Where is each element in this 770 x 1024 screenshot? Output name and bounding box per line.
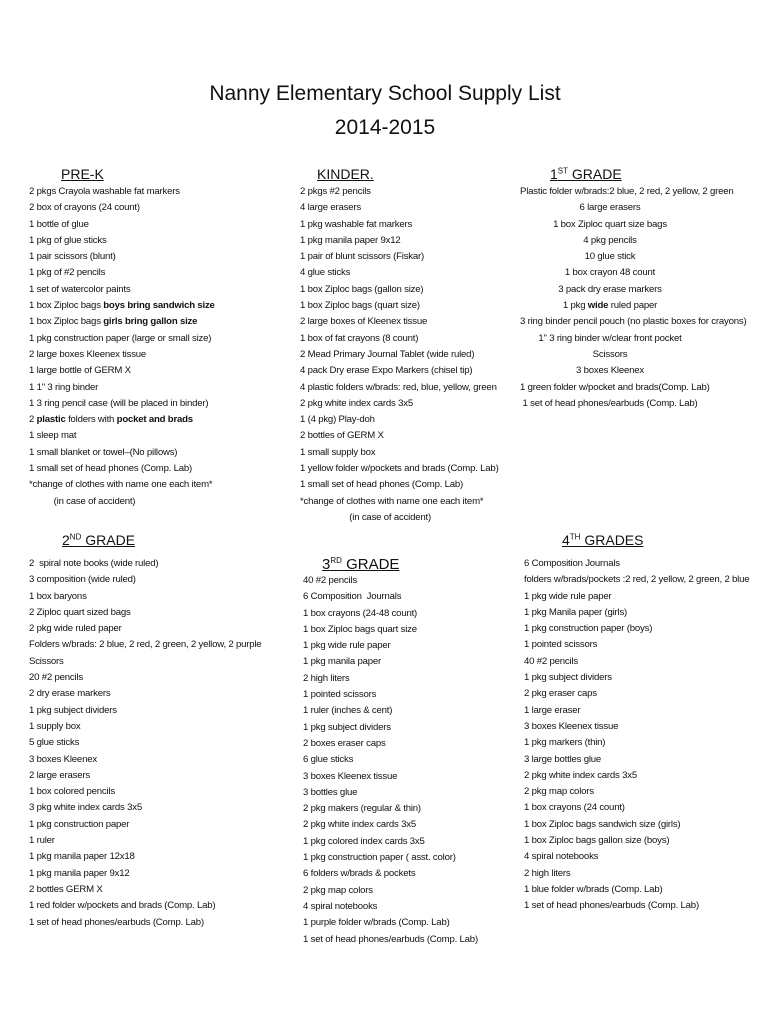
list-item	[29, 412, 215, 428]
list-item: 1 yellow folder w/pockets and brads (Comp. Lab)	[300, 463, 499, 475]
list-item: 2 boxes eraser caps	[303, 737, 386, 749]
item-text: Plastic folder w/brads:2 blue, 2 red, 2 yellow, 2 green	[520, 186, 734, 197]
list-item	[520, 249, 700, 265]
list-item: 1 box crayons (24-48 count)	[303, 607, 418, 619]
item-bold-text: plastic	[36, 414, 66, 426]
list-item: 1 box of fat crayons (8 count)	[300, 332, 419, 344]
list-item: *change of clothes with name one each item*	[300, 495, 484, 507]
list-item: 1 box Ziploc bags quart size	[303, 623, 417, 635]
item-text: 1 small blanket or towel–(No pillows)	[29, 446, 178, 458]
item-text: 1 pkg construction paper (large or small size)	[29, 332, 212, 344]
item-text: 1 1" 3 ring binder	[29, 381, 99, 393]
second-grade-list	[29, 556, 261, 931]
item-text: (in case of accident)	[29, 495, 136, 507]
item-text: 10 glue stick	[584, 251, 636, 263]
list-item: 1 box Ziploc bags (quart size)	[300, 300, 420, 312]
list-item: 6 folders w/brads & pockets	[303, 868, 416, 880]
list-item: 1 purple folder w/brads (Comp. Lab)	[303, 917, 450, 929]
list-item: 20 #2 pencils	[29, 672, 83, 684]
list-item: 6 Composition Journals	[303, 591, 402, 603]
list-item	[29, 445, 215, 461]
list-item: 1 pkg subject dividers	[29, 704, 117, 716]
item-bold-text: wide	[587, 300, 609, 312]
list-item: 1 pointed scissors	[524, 639, 598, 651]
list-item: 2 pkg wide ruled paper	[29, 623, 122, 635]
fourth-grade-num: 4	[562, 532, 570, 548]
list-item: 1 set of head phones/earbuds (Comp. Lab)	[524, 900, 699, 912]
list-item	[520, 347, 700, 363]
list-item	[29, 347, 215, 363]
list-item	[520, 233, 700, 249]
item-text: *change of clothes with name one each item*	[29, 479, 213, 491]
list-item: 1 supply box	[29, 720, 81, 732]
first-grade-num: 1	[550, 166, 558, 182]
item-text: folders with	[65, 414, 117, 426]
list-item: 3 large bottles glue	[524, 753, 602, 765]
item-text: 3 pack dry erase markers	[558, 283, 662, 295]
list-item: 1 pkg subject dividers	[303, 721, 391, 733]
fourth-grade-list	[524, 556, 749, 915]
list-item: Folders w/brads: 2 blue, 2 red, 2 green, 2 yellow, 2 purple	[29, 639, 262, 651]
item-bold-text: pocket and brads	[116, 414, 193, 426]
list-item	[29, 200, 215, 216]
list-item: 1 set of head phones/earbuds (Comp. Lab)	[303, 933, 478, 945]
list-item: 2 pkg white index cards 3x5	[524, 769, 637, 781]
list-item: 3 boxes Kleenex tissue	[303, 770, 398, 782]
first-grade-sup: ST	[557, 166, 569, 176]
list-item: 1 pkg manila paper 12x18	[29, 851, 135, 863]
item-text: ruled paper	[608, 300, 658, 312]
list-item: 1 pkg washable fat markers	[300, 218, 413, 230]
list-item: 1 set of head phones/earbuds (Comp. Lab)	[29, 916, 204, 928]
list-item: 1 pkg markers (thin)	[524, 737, 606, 749]
list-item: 4 pack Dry erase Expo Markers (chisel tip)	[300, 365, 473, 377]
third-grade-sup: RD	[330, 556, 342, 565]
list-item: 2 pkg eraser caps	[524, 688, 597, 700]
list-item: 3 bottles glue	[303, 786, 358, 798]
school-year: 2014-2015	[334, 116, 436, 139]
list-item	[520, 184, 734, 200]
list-item: 1 box Ziploc bags (gallon size)	[300, 283, 424, 295]
list-item: folders w/brads/pockets :2 red, 2 yellow, 2 green, 2 blue	[524, 574, 750, 586]
list-item: 1 blue folder w/brads (Comp. Lab)	[524, 883, 663, 895]
list-item: 2 high liters	[524, 867, 571, 879]
item-text: 1 pair scissors (blunt)	[29, 251, 116, 263]
item-text: 2 pkgs Crayola washable fat markers	[29, 186, 180, 197]
list-item	[29, 331, 215, 347]
item-text: 1" 3 ring binder w/clear front pocket	[538, 332, 682, 344]
item-text: 1 bottle of glue	[29, 218, 89, 230]
item-text: 1 set of watercolor paints	[29, 283, 131, 295]
list-item: 2 high liters	[303, 672, 350, 684]
third-grade-list	[303, 573, 478, 948]
list-item: 1 pkg subject dividers	[524, 672, 612, 684]
list-item: 2 pkg white index cards 3x5	[300, 397, 413, 409]
second-grade-sup: ND	[69, 532, 82, 542]
list-item: 2 large erasers	[29, 769, 90, 781]
item-text: 6 large erasers	[579, 202, 641, 214]
second-grade-num: 2	[62, 532, 70, 548]
list-item: 1 pointed scissors	[303, 689, 377, 701]
third-grade-text: GRADE	[341, 556, 400, 573]
list-item: 1 box Ziploc bags gallon size (boys)	[524, 835, 670, 847]
item-text: 1 green folder w/pocket and brads(Comp. Lab)	[520, 381, 710, 393]
list-item	[29, 363, 215, 379]
list-item: 1 pkg construction paper (boys)	[524, 623, 653, 635]
list-item: 1 pair of blunt scissors (Fiskar)	[300, 251, 425, 263]
prek-list	[29, 184, 215, 510]
item-text: 1 3 ring pencil case (will be placed in binder)	[29, 397, 209, 409]
list-item: 3 composition (wide ruled)	[29, 574, 136, 586]
list-item: 3 pkg white index cards 3x5	[29, 802, 142, 814]
kinder-heading: KINDER.	[317, 166, 374, 182]
document-title: Nanny Elementary School Supply List	[209, 82, 561, 105]
second-grade-heading	[62, 532, 135, 548]
item-text: 1 box Ziploc bags	[29, 316, 104, 328]
list-item: 1 box colored pencils	[29, 786, 115, 798]
item-bold-text: boys bring sandwich size	[103, 300, 215, 312]
item-text: 2 large boxes Kleenex tissue	[29, 348, 147, 360]
list-item	[29, 461, 215, 477]
list-item: 6 glue sticks	[303, 754, 354, 766]
list-item: 1 pkg construction paper	[29, 818, 130, 830]
list-item: 1 large eraser	[524, 704, 581, 716]
list-item: 2 pkg white index cards 3x5	[303, 819, 416, 831]
list-item	[29, 249, 215, 265]
item-text: 2	[29, 414, 37, 426]
list-item: 1 pkg manila paper	[303, 656, 381, 668]
list-item: Scissors	[29, 655, 64, 667]
list-item: 4 spiral notebooks	[303, 900, 378, 912]
list-item: 1 box Ziploc bags sandwich size (girls)	[524, 818, 681, 830]
kinder-list	[300, 184, 499, 526]
list-item: 2 pkgs #2 pencils	[300, 186, 371, 197]
first-grade-heading	[550, 166, 622, 182]
item-text: 1 sleep mat	[29, 430, 77, 442]
list-item	[29, 217, 215, 233]
list-item: 1 ruler (inches & cent)	[303, 705, 393, 717]
list-item: 2 pkg map colors	[303, 884, 373, 896]
list-item	[520, 200, 700, 216]
fourth-grade-sup: TH	[569, 532, 581, 542]
list-item	[520, 331, 700, 347]
first-grade-list	[520, 184, 747, 412]
item-text: 1 pkg	[562, 300, 588, 312]
list-item: 1 pkg wide rule paper	[303, 640, 391, 652]
list-item: 40 #2 pencils	[303, 575, 357, 586]
item-text: 1 pkg of #2 pencils	[29, 267, 106, 279]
list-item	[520, 396, 700, 412]
list-item	[520, 265, 700, 281]
list-item	[29, 184, 215, 200]
list-item	[29, 298, 215, 314]
list-item: 6 Composition Journals	[524, 558, 620, 569]
list-item	[29, 265, 215, 281]
list-item	[29, 494, 215, 510]
third-grade-heading	[322, 556, 399, 573]
list-item	[29, 477, 215, 493]
item-text: 1 large bottle of GERM X	[29, 365, 131, 377]
item-text: 3 boxes Kleenex	[576, 365, 644, 377]
item-text: 1 pkg of glue sticks	[29, 234, 107, 246]
list-item: 1 small supply box	[300, 446, 376, 458]
list-item: 1 ruler	[29, 835, 55, 847]
list-item: 1 (4 pkg) Play-doh	[300, 414, 375, 426]
list-item	[520, 363, 700, 379]
list-item: 4 large erasers	[300, 202, 361, 214]
fourth-grade-text: GRADES	[580, 532, 644, 548]
list-item: 2 dry erase markers	[29, 688, 111, 700]
list-item: 1 pkg construction paper ( asst. color)	[303, 852, 456, 864]
list-item	[520, 282, 700, 298]
item-bold-text: girls bring gallon size	[103, 316, 198, 328]
list-item	[29, 428, 215, 444]
list-item: 1 box crayons (24 count)	[524, 802, 625, 814]
list-item: 2 Mead Primary Journal Tablet (wide ruled)	[300, 348, 475, 360]
list-item: 2 bottles GERM X	[29, 883, 103, 895]
list-item	[520, 314, 747, 330]
list-item: 1 box baryons	[29, 590, 87, 602]
item-text: 4 pkg pencils	[583, 234, 637, 246]
list-item: 2 large boxes of Kleenex tissue	[300, 316, 428, 328]
list-item: 5 glue sticks	[29, 737, 80, 749]
item-text: Scissors	[592, 348, 628, 360]
prek-heading: PRE-K	[61, 166, 104, 182]
item-text: 1 small set of head phones (Comp. Lab)	[29, 463, 193, 475]
item-text: 1 set of head phones/earbuds (Comp. Lab)	[522, 397, 698, 409]
item-text: 1 box Ziploc bags	[29, 300, 104, 312]
list-item	[520, 380, 710, 396]
list-item	[29, 314, 215, 330]
list-item: 1 small set of head phones (Comp. Lab)	[300, 479, 464, 491]
list-item: 2 Ziploc quart sized bags	[29, 606, 131, 618]
list-item: 4 plastic folders w/brads: red, blue, yellow, green	[300, 381, 497, 393]
list-item	[29, 282, 215, 298]
list-item: 2 pkg map colors	[524, 786, 594, 798]
list-item: 1 pkg colored index cards 3x5	[303, 835, 425, 847]
list-item: 4 glue sticks	[300, 267, 351, 279]
list-item: 1 pkg Manila paper (girls)	[524, 606, 628, 618]
list-item: 40 #2 pencils	[524, 655, 578, 667]
list-item	[29, 380, 215, 396]
list-item	[29, 396, 215, 412]
second-grade-text: GRADE	[81, 532, 136, 548]
list-item: 1 pkg wide rule paper	[524, 590, 612, 602]
list-item: 3 boxes Kleenex	[29, 753, 97, 765]
item-text: 1 box crayon 48 count	[564, 267, 656, 279]
third-grade-num: 3	[322, 556, 331, 573]
list-item: 3 boxes Kleenex tissue	[524, 720, 619, 732]
list-item: 2 bottles of GERM X	[300, 430, 384, 442]
list-item	[29, 233, 215, 249]
list-item	[520, 217, 700, 233]
item-text: 2 box of crayons (24 count)	[29, 202, 140, 214]
item-text: 3 ring binder pencil pouch (no plastic boxes for crayons)	[520, 316, 747, 328]
list-item: 1 red folder w/pockets and brads (Comp. Lab)	[29, 900, 216, 912]
list-item: 2 spiral note books (wide ruled)	[29, 558, 159, 569]
list-item: 1 pkg manila paper 9x12	[300, 234, 401, 246]
list-item	[520, 298, 700, 314]
fourth-grade-heading	[562, 532, 643, 548]
item-text: 1 box Ziploc quart size bags	[553, 218, 667, 230]
list-item: 4 spiral notebooks	[524, 851, 599, 863]
first-grade-text: GRADE	[568, 166, 622, 182]
list-item: 1 pkg manila paper 9x12	[29, 867, 130, 879]
list-item: (in case of accident)	[300, 511, 431, 523]
list-item: 2 pkg makers (regular & thin)	[303, 803, 421, 815]
